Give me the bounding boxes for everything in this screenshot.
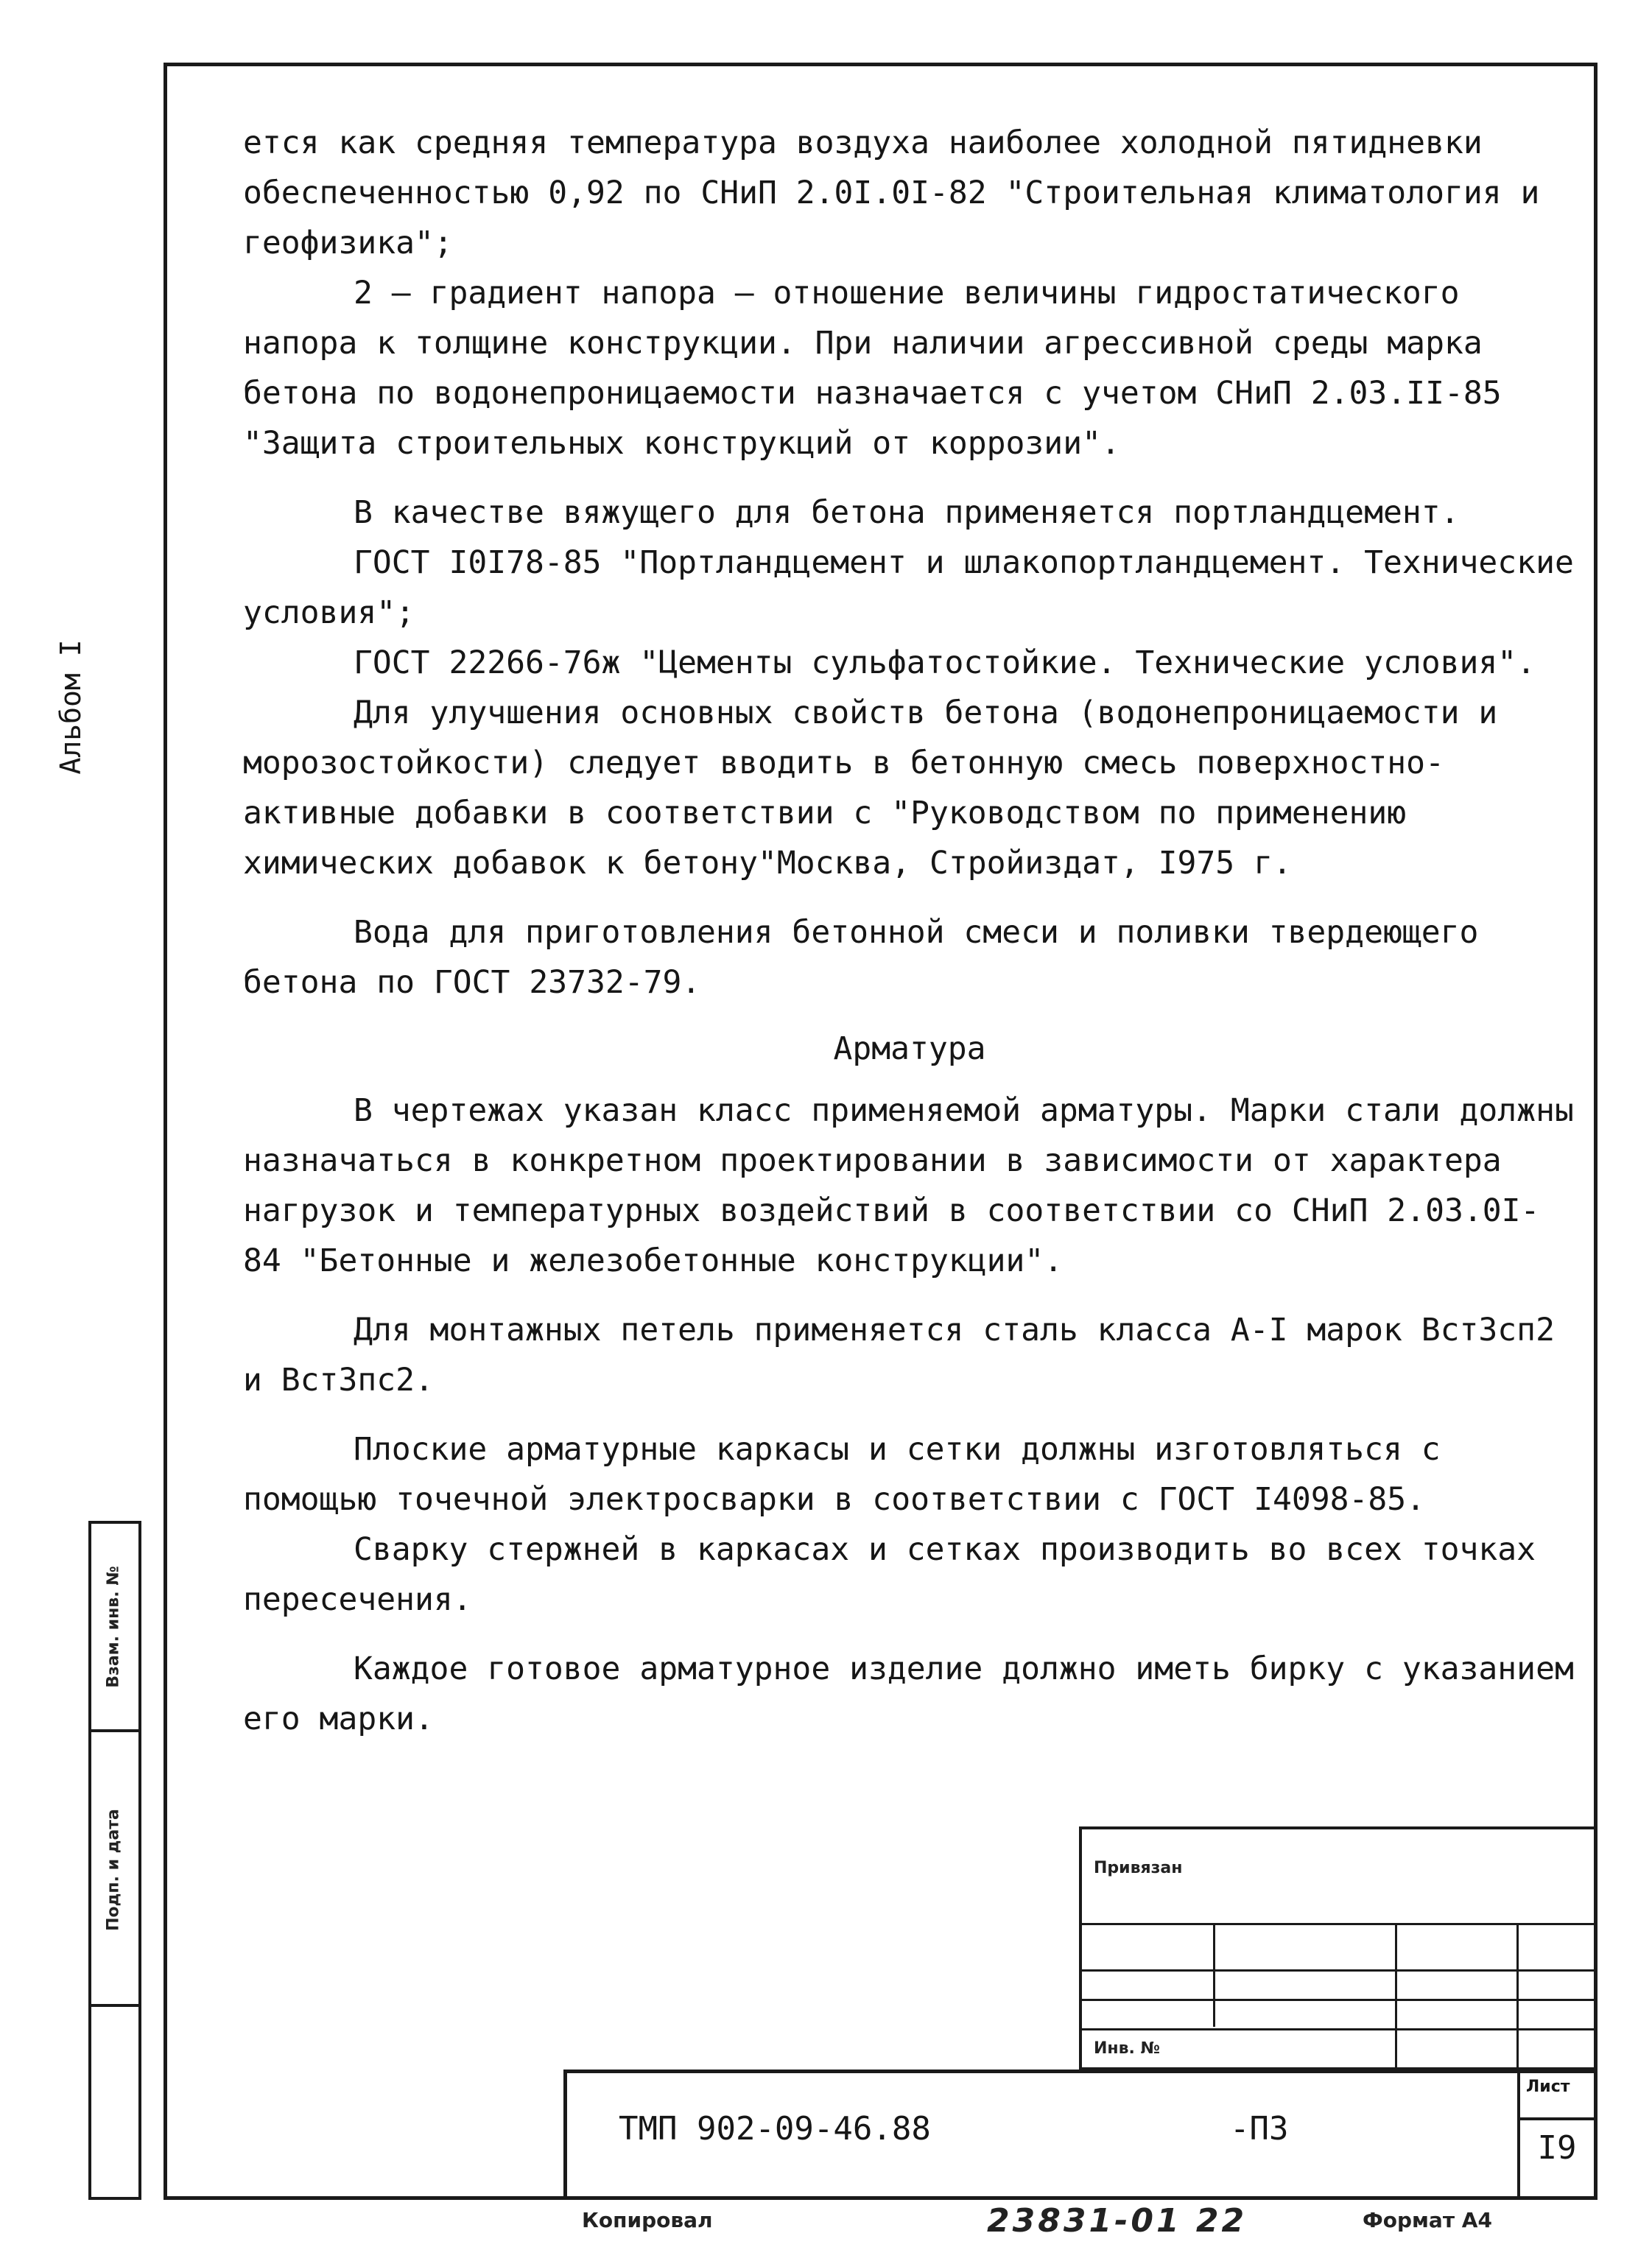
paragraph-1: ется как средняя температура воздуха наиболее холодной пятидневки обеспеченностью 0,92 по СНиП 2.0I.0I-82 "Строительная климатология и геофизика";	[243, 124, 1540, 261]
stamp-line	[1516, 1923, 1519, 2067]
format-label: Формат А4	[1363, 2208, 1492, 2232]
copied-by-label: Копировал	[582, 2208, 713, 2232]
sheet-box	[1517, 2073, 1594, 2196]
paragraph-3: В качестве вяжущего для бетона применяется портландцемент.	[354, 494, 1460, 531]
paragraph-6: Для улучшения основных свойств бетона (водонепроницаемости и морозостойкости) следует вводить в бетонную смесь поверхностно-активные добавки в соответствии с "Руководством по применению химических добавок к бетону"Москва, Стройиздат, I975 г.	[243, 695, 1498, 882]
document-code: ТМП 902-09-46.88	[619, 2110, 931, 2148]
paragraph-4: ГОСТ I0I78-85 "Портландцемент и шлакопортландцемент. Технические условия";	[243, 544, 1574, 631]
paragraph-12: Каждое готовое арматурное изделие должно иметь бирку с указанием его марки.	[243, 1650, 1574, 1737]
paragraph-7: Вода для приготовления бетонной смеси и поливки твердеющего бетона по ГОСТ 23732-79.	[243, 914, 1479, 1001]
stamp-inv-label: Инв. №	[1094, 2039, 1161, 2058]
album-label: Альбом I	[55, 639, 87, 775]
document-section: -ПЗ	[1230, 2110, 1289, 2148]
paragraph-5: ГОСТ 22266-76ж "Цементы сульфатостойкие. Технические условия".	[354, 644, 1536, 681]
stamp-line	[1395, 1923, 1397, 2067]
paragraph-2: 2 – градиент напора – отношение величины гидростатического напора к толщине конструкции. При наличии агрессивной среды марка бетона по водонепроницаемости назначается с учетом СНиП 2.03.II-85 "Защита строительных конструкций от коррозии".	[243, 275, 1502, 462]
strip-label-replace: Взам. инв. №	[104, 1566, 123, 1688]
paragraph-8: В чертежах указан класс применяемой арматуры. Марки стали должны назначаться в конкретном проектировании в зависимости от характера нагрузок и температурных воздействий в соответствии со СНиП 2.03.0I-84 "Бетонные и железобетонные конструкции".	[243, 1092, 1574, 1279]
paragraph-9: Для монтажных петель применяется сталь класса А-I марок ВстЗсп2 и ВстЗпс2.	[243, 1312, 1555, 1399]
body-text	[243, 118, 1576, 1744]
sheet-number: I9	[1520, 2117, 1594, 2167]
section-heading: Арматура	[833, 1030, 986, 1067]
stamp-title: Привязан	[1094, 1859, 1183, 1877]
paragraph-10: Плоские арматурные каркасы и сетки должны изготовляться с помощью точечной электросварки в соответствии с ГОСТ I4098-85.	[243, 1431, 1441, 1518]
strip-label-sign: Подп. и дата	[104, 1809, 123, 1931]
paragraph-11: Сварку стержней в каркасах и сетках производить во всех точках пересечения.	[243, 1531, 1536, 1618]
binding-stamp	[1079, 1826, 1597, 2070]
archive-number: 23831-01 22	[987, 2202, 1248, 2240]
stamp-line	[1213, 1923, 1215, 2027]
title-block	[563, 2070, 1597, 2200]
sheet-label: Лист	[1526, 2078, 1570, 2096]
left-margin-strip	[88, 1521, 141, 2200]
